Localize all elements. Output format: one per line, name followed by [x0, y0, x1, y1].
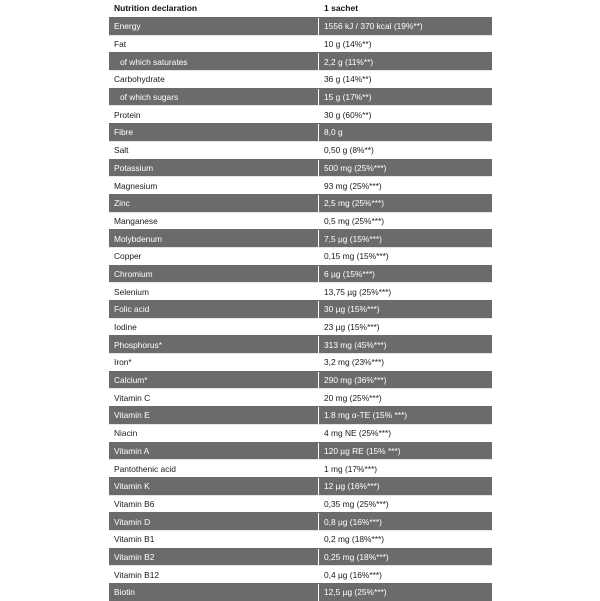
- nutrient-name: Chromium: [109, 266, 319, 283]
- table-row: [109, 35, 492, 53]
- nutrient-name: Vitamin D: [109, 513, 319, 530]
- nutrient-value: 12,5 µg (25%***): [324, 587, 387, 598]
- header-serving: 1 sachet: [324, 3, 359, 13]
- nutrient-value: 0,5 mg (25%***): [324, 215, 385, 226]
- table-row: [109, 123, 492, 141]
- nutrient-value: 1.8 mg α-TE (15% ***): [324, 410, 408, 421]
- table-row: [109, 459, 492, 477]
- nutrient-value: 23 µg (15%***): [324, 322, 380, 333]
- nutrient-value: 1 mg (17%***): [324, 463, 378, 474]
- nutrient-value: 4 mg NE (25%***): [324, 428, 392, 439]
- nutrient-value: 0,8 µg (16%***): [324, 516, 382, 527]
- table-header: [109, 0, 492, 16]
- nutrient-value: 1556 kJ / 370 kcal (19%**): [324, 21, 423, 32]
- table-row: [109, 335, 492, 353]
- table-row: [109, 247, 492, 265]
- table-body: [109, 17, 492, 601]
- nutrient-name: of which sugars: [109, 89, 319, 106]
- nutrition-table: [109, 0, 492, 601]
- nutrient-value: 0,2 mg (18%***): [324, 534, 385, 545]
- nutrient-name: Pantothenic acid: [109, 460, 319, 477]
- nutrient-value: 8,0 g: [324, 127, 343, 138]
- table-row: [109, 565, 492, 583]
- nutrient-name: Folic acid: [109, 301, 319, 318]
- nutrient-value: 30 g (60%**): [324, 109, 372, 120]
- nutrient-value: 2,5 mg (25%***): [324, 198, 385, 209]
- table-row: [109, 194, 492, 212]
- table-row: [109, 88, 492, 106]
- nutrient-name: Vitamin B2: [109, 549, 319, 566]
- table-row: [109, 212, 492, 230]
- table-row: [109, 512, 492, 530]
- header-nutrient: Nutrition declaration: [114, 3, 198, 13]
- nutrient-name: Carbohydrate: [109, 71, 319, 88]
- table-row: [109, 424, 492, 442]
- nutrient-name: Vitamin C: [109, 389, 319, 406]
- nutrient-value: 36 g (14%**): [324, 74, 372, 85]
- nutrient-value: 10 g (14%**): [324, 39, 372, 50]
- nutrient-name: Fat: [109, 36, 319, 53]
- table-row: [109, 300, 492, 318]
- nutrient-value: 30 µg (15%***): [324, 304, 380, 315]
- nutrient-value: 0,25 mg (18%***): [324, 551, 389, 562]
- nutrient-name: Fibre: [109, 124, 319, 141]
- nutrient-name: Phosphorus*: [109, 336, 319, 353]
- nutrient-value: 313 mg (45%***): [324, 339, 387, 350]
- nutrient-value: 15 g (17%**): [324, 92, 372, 103]
- nutrient-value: 20 mg (25%***): [324, 392, 382, 403]
- table-row: [109, 265, 492, 283]
- nutrient-value: 13,75 µg (25%***): [324, 286, 392, 297]
- nutrient-value: 500 mg (25%***): [324, 162, 387, 173]
- nutrient-value: 120 µg RE (15% ***): [324, 445, 401, 456]
- table-row: [109, 105, 492, 123]
- nutrient-value: 0,35 mg (25%***): [324, 498, 389, 509]
- table-row: [109, 530, 492, 548]
- nutrient-name: Selenium: [109, 283, 319, 300]
- table-row: [109, 495, 492, 513]
- table-row: [109, 141, 492, 159]
- nutrient-name: Potassium: [109, 160, 319, 177]
- nutrient-value: 0,50 g (8%**): [324, 145, 374, 156]
- nutrient-name: Vitamin B1: [109, 531, 319, 548]
- nutrient-name: Manganese: [109, 213, 319, 230]
- table-row: [109, 583, 492, 601]
- nutrient-name: Biotin: [109, 584, 319, 601]
- table-row: [109, 353, 492, 371]
- table-row: [109, 477, 492, 495]
- nutrient-name: Vitamin E: [109, 407, 319, 424]
- nutrient-name: Vitamin B6: [109, 496, 319, 513]
- nutrient-name: Molybdenum: [109, 230, 319, 247]
- table-row: [109, 159, 492, 177]
- nutrient-value: 290 mg (36%***): [324, 375, 387, 386]
- nutrient-name: Energy: [109, 18, 319, 35]
- nutrient-name: of which saturates: [109, 53, 319, 70]
- table-row: [109, 318, 492, 336]
- nutrient-name: Protein: [109, 106, 319, 123]
- nutrient-name: Iron*: [109, 354, 319, 371]
- nutrient-name: Niacin: [109, 425, 319, 442]
- nutrient-value: 0,15 mg (15%***): [324, 251, 389, 262]
- table-row: [109, 176, 492, 194]
- nutrient-value: 12 µg (16%***): [324, 481, 380, 492]
- table-row: [109, 442, 492, 460]
- nutrient-value: 7,5 µg (15%***): [324, 233, 382, 244]
- table-row: [109, 388, 492, 406]
- table-row: [109, 17, 492, 35]
- nutrient-name: Vitamin A: [109, 443, 319, 460]
- table-row: [109, 371, 492, 389]
- table-row: [109, 406, 492, 424]
- table-row: [109, 229, 492, 247]
- nutrient-name: Vitamin K: [109, 478, 319, 495]
- nutrient-value: 6 µg (15%***): [324, 268, 375, 279]
- nutrient-value: 2,2 g (11%**): [324, 56, 374, 67]
- nutrient-name: Vitamin B12: [109, 566, 319, 583]
- table-row: [109, 70, 492, 88]
- nutrient-value: 0,4 µg (16%***): [324, 569, 382, 580]
- table-row: [109, 548, 492, 566]
- nutrient-name: Calcium*: [109, 372, 319, 389]
- table-row: [109, 52, 492, 70]
- table-row: [109, 282, 492, 300]
- nutrient-name: Iodine: [109, 319, 319, 336]
- nutrient-name: Copper: [109, 248, 319, 265]
- nutrient-value: 3,2 mg (23%***): [324, 357, 385, 368]
- nutrient-name: Zinc: [109, 195, 319, 212]
- nutrient-name: Magnesium: [109, 177, 319, 194]
- nutrient-name: Salt: [109, 142, 319, 159]
- nutrient-value: 93 mg (25%***): [324, 180, 382, 191]
